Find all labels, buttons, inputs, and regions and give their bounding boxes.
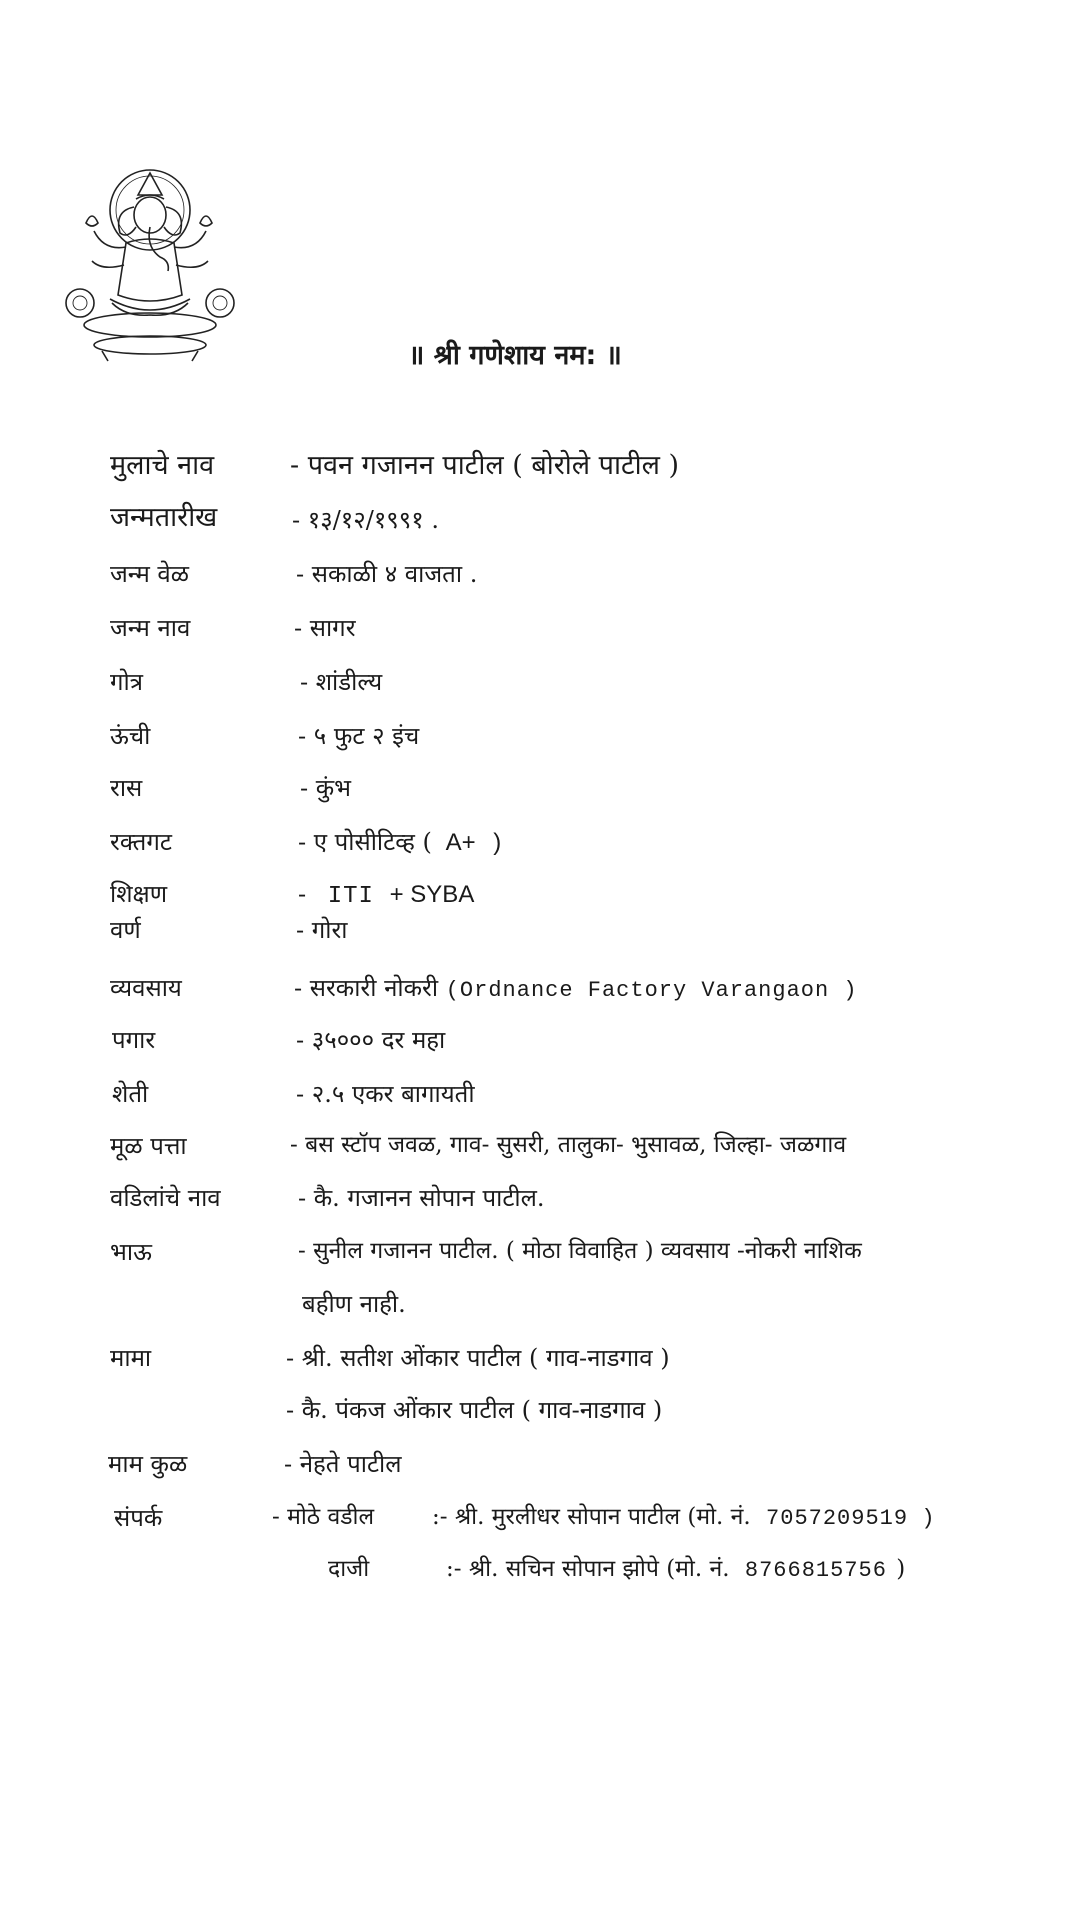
height-label: ऊंची	[110, 722, 151, 750]
address-label: मूळ पत्ता	[110, 1132, 187, 1160]
rashi-label: रास	[110, 774, 143, 802]
education-suffix: + SYBA	[389, 881, 475, 908]
blood-group-row	[0, 828, 1080, 868]
birth-name-value: - सागर	[294, 614, 356, 642]
name-row	[0, 450, 1080, 490]
brother-value: - सुनील गजानन पाटील. ( मोठा विवाहित ) व्यवसाय -नोकरी नाशिक	[298, 1238, 862, 1264]
address-row	[0, 1132, 1080, 1172]
maternal-clan-value: - नेहते पाटील	[284, 1450, 402, 1478]
contact-phone-2: 8766815756	[744, 1558, 887, 1583]
education-code: ITI	[327, 883, 374, 910]
occupation-value	[294, 974, 858, 1004]
invocation-heading: ॥ श्री गणेशाय नम: ॥	[408, 340, 622, 371]
occupation-workplace: (Ordnance Factory Varangaon )	[445, 978, 858, 1003]
uncle-line-1: - श्री. सतीश ओंकार पाटील ( गाव-नाडगाव )	[286, 1344, 670, 1372]
name-value: - पवन गजानन पाटील ( बोरोले पाटील )	[290, 450, 680, 481]
gotra-label: गोत्र	[110, 668, 143, 696]
rashi-value: - कुंभ	[300, 774, 352, 802]
father-row	[0, 1184, 1080, 1224]
salary-row	[0, 1026, 1080, 1066]
contact-label: संपर्क	[114, 1504, 163, 1532]
rashi-row	[0, 774, 1080, 814]
education-label: शिक्षण	[110, 880, 168, 908]
contact-name-1: :- श्री. मुरलीधर सोपान पाटील (मो. नं.	[432, 1504, 751, 1530]
name-label: मुलाचे नाव	[110, 450, 215, 481]
contact-close-2: )	[896, 1556, 906, 1582]
salary-value: - ३५००० दर महा	[296, 1026, 446, 1054]
sister-note-row	[0, 1290, 1080, 1330]
contact-close-1: )	[921, 1506, 936, 1531]
brother-label: भाऊ	[110, 1238, 152, 1266]
contact-phone-1: 7057209519	[766, 1506, 909, 1531]
contact-row	[0, 1504, 1080, 1544]
maternal-clan-label: माम कुळ	[108, 1450, 188, 1478]
blood-group-code: A+	[445, 829, 476, 856]
farming-row	[0, 1080, 1080, 1120]
maternal-clan-row	[0, 1450, 1080, 1490]
birth-time-label: जन्म वेळ	[110, 560, 190, 588]
father-label: वडिलांचे नाव	[110, 1184, 221, 1212]
sister-note: बहीण नाही.	[302, 1290, 406, 1318]
birth-name-row	[0, 614, 1080, 654]
gotra-value: - शांडील्य	[300, 668, 383, 696]
education-row	[0, 880, 1080, 920]
uncle-row	[0, 1344, 1080, 1384]
height-value: - ५ फुट २ इंच	[298, 722, 420, 750]
complexion-label: वर्ण	[110, 916, 141, 944]
dob-label: जन्मतारीख	[110, 502, 218, 533]
occupation-label: व्यवसाय	[110, 974, 182, 1002]
farming-label: शेती	[112, 1080, 149, 1108]
blood-group-value	[298, 828, 501, 858]
uncle-label: मामा	[110, 1344, 152, 1372]
contact-entry-2	[446, 1556, 905, 1584]
dob-row	[0, 502, 1080, 542]
brother-row	[0, 1238, 1080, 1278]
height-row	[0, 722, 1080, 762]
contact-entry-1	[432, 1504, 936, 1532]
blood-group-label: रक्तगट	[110, 828, 172, 856]
gotra-row	[0, 668, 1080, 708]
contact-name-2: :- श्री. सचिन सोपान झोपे (मो. नं.	[446, 1556, 730, 1582]
uncle-line-2: - कै. पंकज ओंकार पाटील ( गाव-नाडगाव )	[286, 1396, 663, 1424]
birth-name-label: जन्म नाव	[110, 614, 191, 642]
occupation-prefix: - सरकारी नोकरी	[294, 974, 439, 1002]
birth-time-value: - सकाळी ४ वाजता .	[296, 560, 478, 588]
blood-group-suffix: )	[493, 829, 502, 856]
blood-group-prefix: - ए पोसीटिव्ह (	[298, 828, 432, 856]
contact-relation-2: दाजी	[328, 1556, 370, 1582]
education-value	[298, 880, 474, 912]
dob-value: - १३/१२/१९९१ .	[292, 506, 440, 534]
education-prefix: -	[298, 880, 307, 908]
salary-label: पगार	[112, 1026, 156, 1054]
complexion-row	[0, 916, 1080, 956]
occupation-row	[0, 974, 1080, 1014]
birth-time-row	[0, 560, 1080, 600]
father-value: - कै. गजानन सोपान पाटील.	[298, 1184, 545, 1212]
uncle-row-2	[0, 1396, 1080, 1436]
contact-relation-1: - मोठे वडील	[272, 1504, 375, 1530]
farming-value: - २.५ एकर बागायती	[296, 1080, 475, 1108]
address-value: - बस स्टॉप जवळ, गाव- सुसरी, तालुका- भुसावळ, जिल्हा- जळगाव	[290, 1132, 847, 1158]
complexion-value: - गोरा	[296, 916, 348, 944]
contact-row-2	[0, 1556, 1080, 1596]
